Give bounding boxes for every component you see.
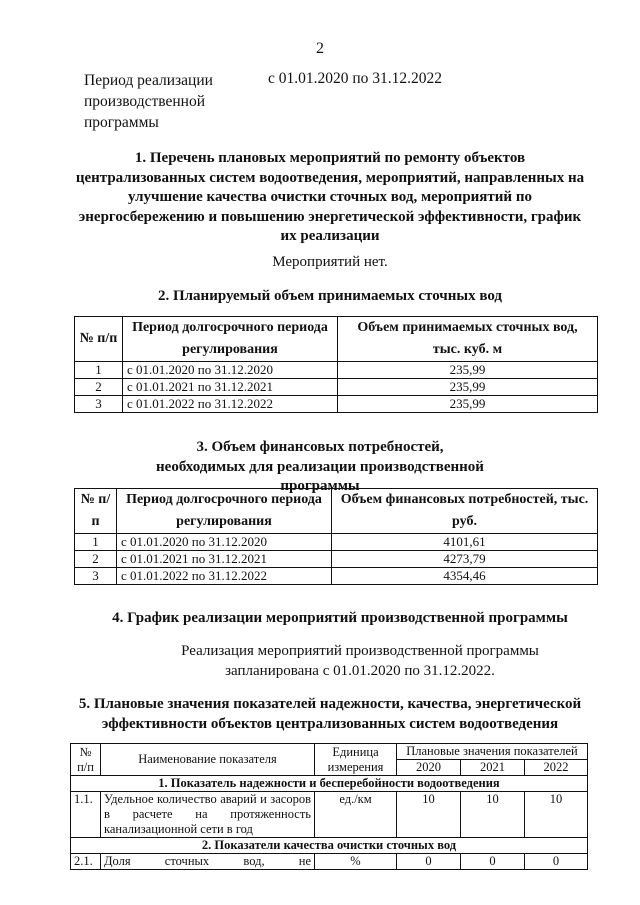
section4-text: Реализация мероприятий производственной программы запланирована с 01.01.2020 по 31.12.2022. (181, 643, 539, 679)
row-value-2022: 10 (525, 792, 588, 838)
row-volume: 235,99 (338, 379, 598, 396)
table-row (75, 551, 598, 568)
row-period: с 01.01.2022 по 31.12.2022 (123, 396, 338, 413)
col-finance-header: Объем финансовых потребностей, тыс. руб. (332, 489, 598, 534)
row-unit: ед./км (315, 792, 397, 838)
period-value: с 01.01.2020 по 31.12.2022 (268, 70, 443, 87)
col-period-header: Период долгосрочного периода регулирования (117, 489, 332, 534)
table-header-row (71, 744, 588, 760)
col-2020-header: 2020 (397, 760, 461, 776)
row-volume: 235,99 (338, 396, 598, 413)
row-num: 1.1. (71, 792, 101, 838)
col-unit-header: Единица измерения (315, 744, 397, 776)
col-num-header: № п/п (71, 744, 101, 776)
table-header-row (75, 317, 598, 362)
col-planned-header: Плановые значения показателей (397, 744, 588, 760)
group-reliability: 1. Показатель надежности и бесперебойности водоотведения (71, 776, 588, 792)
group-quality: 2. Показатели качества очистки сточных вод (71, 838, 588, 854)
row-period: с 01.01.2021 по 31.12.2021 (117, 551, 332, 568)
row-indicator-name: Доля сточных вод, не (101, 854, 315, 870)
col-2022-header: 2022 (525, 760, 588, 776)
table-group-row (71, 776, 588, 792)
table-group-row (71, 838, 588, 854)
section1-title: 1. Перечень плановых мероприятий по ремонту объектов централизованных систем водоотведения, мероприятий, направленных на улучшение качества очистки сточных вод, мероприятий по энергосбережению и повышению энергетической эффективности, график их реализации (75, 150, 585, 244)
col-volume-header: Объем принимаемых сточных вод, тыс. куб. м (338, 317, 598, 362)
table-row (71, 854, 588, 870)
col-2021-header: 2021 (461, 760, 525, 776)
page-number: 2 (316, 40, 324, 57)
row-num: 2.1. (71, 854, 101, 870)
row-num: 1 (75, 362, 123, 379)
indicators-table (70, 743, 588, 870)
section1-text: Мероприятий нет. (272, 254, 388, 270)
row-value-2021: 0 (461, 854, 525, 870)
section2-title: 2. Планируемый объем принимаемых сточных вод (157, 288, 503, 304)
row-finance: 4354,46 (332, 568, 598, 585)
row-period: с 01.01.2022 по 31.12.2022 (117, 568, 332, 585)
row-period: с 01.01.2020 по 31.12.2020 (117, 534, 332, 551)
col-num-header: № п/п (75, 489, 117, 534)
table-row (75, 396, 598, 413)
row-value-2021: 10 (461, 792, 525, 838)
wastewater-volume-table (74, 316, 598, 413)
col-period-header: Период долгосрочного периода регулирования (123, 317, 338, 362)
financial-needs-table (74, 488, 598, 585)
row-finance: 4273,79 (332, 551, 598, 568)
row-num: 2 (75, 379, 123, 396)
row-num: 1 (75, 534, 117, 551)
row-num: 3 (75, 568, 117, 585)
row-value-2020: 10 (397, 792, 461, 838)
period-label: Период реализации производственной программы (84, 72, 213, 131)
row-volume: 235,99 (338, 362, 598, 379)
table-row (75, 379, 598, 396)
table-row (71, 792, 588, 838)
row-period: с 01.01.2020 по 31.12.2020 (123, 362, 338, 379)
section5-title: 5. Плановые значения показателей надежности, качества, энергетической эффективности объектов централизованных систем водоотведения (78, 696, 582, 732)
col-name-header: Наименование показателя (101, 744, 315, 776)
row-num: 2 (75, 551, 117, 568)
row-finance: 4101,61 (332, 534, 598, 551)
row-indicator-name: Удельное количество аварий и засоров в расчете на протяженность канализационной сети в год (101, 792, 315, 838)
section3-title: 3. Объем финансовых потребностей, необходимых для реализации производственной программы (156, 439, 484, 494)
table-row (75, 534, 598, 551)
row-value-2020: 0 (397, 854, 461, 870)
row-unit: % (315, 854, 397, 870)
table-row (75, 568, 598, 585)
row-value-2022: 0 (525, 854, 588, 870)
col-num-header: № п/п (75, 317, 123, 362)
table-row (75, 362, 598, 379)
section4-title: 4. График реализации мероприятий производственной программы (112, 610, 568, 626)
row-period: с 01.01.2021 по 31.12.2021 (123, 379, 338, 396)
table-header-row (75, 489, 598, 534)
row-num: 3 (75, 396, 123, 413)
